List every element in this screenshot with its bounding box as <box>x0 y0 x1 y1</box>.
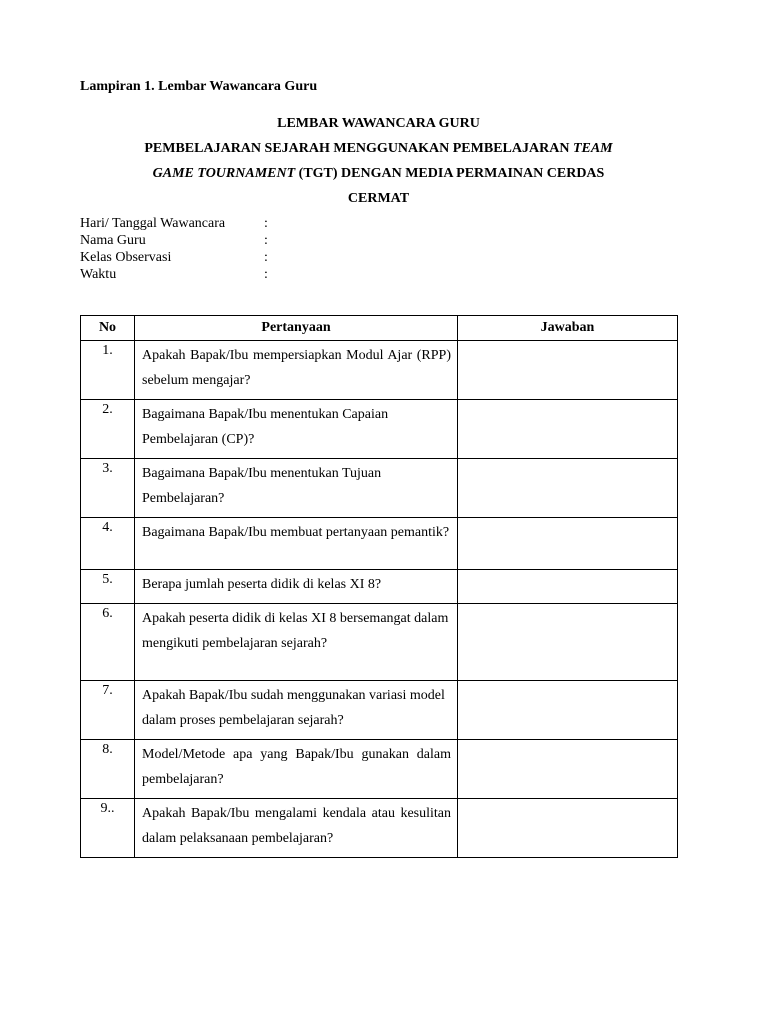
row-question: Bagaimana Bapak/Ibu menentukan Capaian Pembelajaran (CP)? <box>135 400 458 459</box>
row-question: Berapa jumlah peserta didik di kelas XI 8? <box>135 570 458 604</box>
row-number: 6. <box>81 604 135 681</box>
row-question: Model/Metode apa yang Bapak/Ibu gunakan dalam pembelajaran? <box>135 740 458 799</box>
row-number: 3. <box>81 459 135 518</box>
meta-row-class <box>80 249 274 266</box>
table-row <box>81 570 678 604</box>
title-line-4: CERMAT <box>347 191 410 206</box>
header-question: Pertanyaan <box>135 316 458 341</box>
table-row <box>81 740 678 799</box>
title-line-2-italic: TEAM <box>572 141 613 156</box>
meta-row-date <box>80 215 274 232</box>
row-answer-cell <box>458 400 678 459</box>
table-row <box>81 459 678 518</box>
row-number: 7. <box>81 681 135 740</box>
meta-colon: : <box>264 233 268 248</box>
row-question: Apakah peserta didik di kelas XI 8 bersemangat dalam mengikuti pembelajaran sejarah? <box>135 604 458 681</box>
meta-label: Hari/ Tanggal Wawancara <box>80 216 226 231</box>
row-number: 4. <box>81 518 135 570</box>
title-line-3-main: (TGT) DENGAN MEDIA PERMAINAN CERDAS <box>295 166 605 181</box>
title-line-3-italic: GAME TOURNAMENT <box>152 166 296 181</box>
row-answer-cell <box>458 740 678 799</box>
row-number: 5. <box>81 570 135 604</box>
row-answer-cell <box>458 799 678 858</box>
title-line-1: LEMBAR WAWANCARA GURU <box>277 116 480 131</box>
meta-row-teacher <box>80 232 274 249</box>
header-no: No <box>81 316 135 341</box>
table-header-row <box>81 316 678 341</box>
table-row <box>81 341 678 400</box>
row-answer-cell <box>458 518 678 570</box>
appendix-label: Lampiran 1. Lembar Wawancara Guru <box>80 79 318 94</box>
meta-colon: : <box>264 250 268 265</box>
table-row <box>81 400 678 459</box>
row-question: Bagaimana Bapak/Ibu menentukan Tujuan Pembelajaran? <box>135 459 458 518</box>
row-number: 9.. <box>81 799 135 858</box>
row-number: 2. <box>81 400 135 459</box>
row-question: Apakah Bapak/Ibu mempersiapkan Modul Ajar (RPP) sebelum mengajar? <box>135 341 458 400</box>
row-answer-cell <box>458 459 678 518</box>
table-row <box>81 518 678 570</box>
row-number: 1. <box>81 341 135 400</box>
row-answer-cell <box>458 681 678 740</box>
row-question: Bagaimana Bapak/Ibu membuat pertanyaan pemantik? <box>135 518 458 570</box>
title-line-2 <box>80 136 677 161</box>
table-row <box>81 681 678 740</box>
interview-meta <box>80 215 274 283</box>
header-answer: Jawaban <box>458 316 678 341</box>
table-row <box>81 604 678 681</box>
meta-colon: : <box>264 267 268 282</box>
row-answer-cell <box>458 341 678 400</box>
title-line-3 <box>80 161 677 186</box>
meta-label: Nama Guru <box>80 233 146 248</box>
document-title <box>80 111 677 211</box>
meta-label: Kelas Observasi <box>80 250 172 265</box>
meta-colon: : <box>264 216 268 231</box>
row-number: 8. <box>81 740 135 799</box>
meta-label: Waktu <box>80 267 117 282</box>
row-question: Apakah Bapak/Ibu sudah menggunakan variasi model dalam proses pembelajaran sejarah? <box>135 681 458 740</box>
row-answer-cell <box>458 570 678 604</box>
table-row <box>81 799 678 858</box>
row-answer-cell <box>458 604 678 681</box>
title-line-2-main: PEMBELAJARAN SEJARAH MENGGUNAKAN PEMBELAJARAN <box>144 141 573 156</box>
row-question: Apakah Bapak/Ibu mengalami kendala atau kesulitan dalam pelaksanaan pembelajaran? <box>135 799 458 858</box>
interview-table <box>80 315 678 858</box>
meta-row-time <box>80 266 274 283</box>
